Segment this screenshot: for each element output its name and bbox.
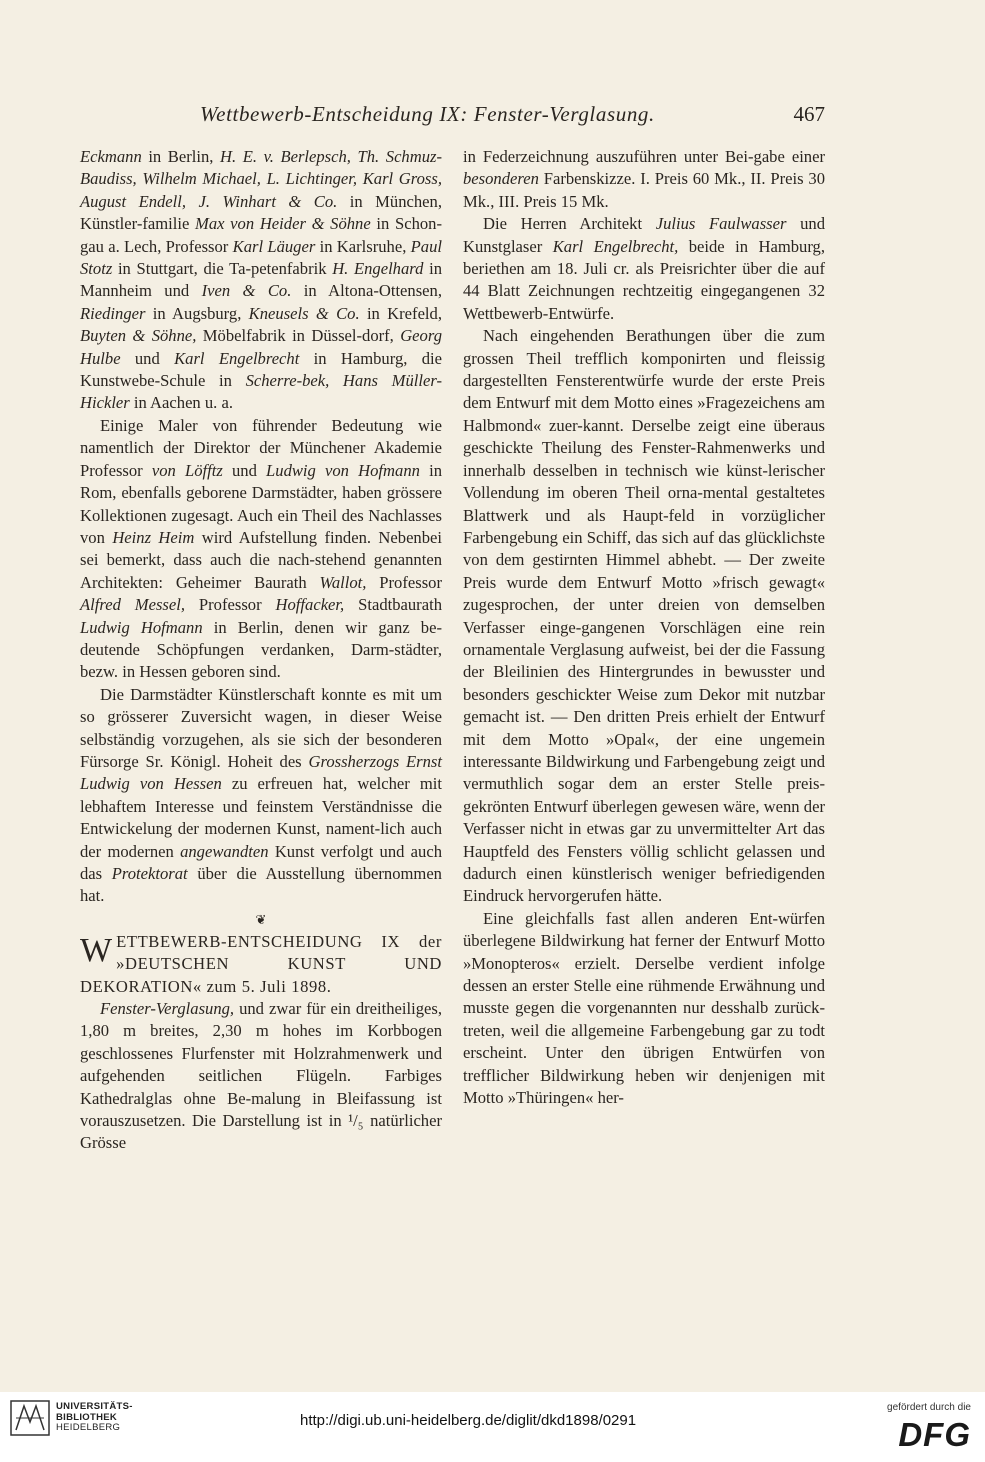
text-span: Professor: [366, 572, 442, 592]
right-paragraph-1: [463, 146, 825, 213]
term-fenster-verglasung: Fenster-Verglasung,: [100, 999, 235, 1019]
name-iven: Iven & Co.: [201, 281, 292, 301]
text-span: in Karlsruhe,: [315, 236, 411, 256]
left-paragraph-3: [80, 684, 442, 908]
right-paragraph-4: Eine gleichfalls fast allen anderen Ent-würfen überlegene Bildwirkung hat ferner der Entwurf Motto »Monopteros« erzielt. Derselbe verdient infolge dessen an erster Stelle eine rühmende Erwähnung und musste gegen die vorgenannten nur desshalb zurück-treten, weil die allgemeine Farbengebung gar zu todt erscheint. Unter den übrigen Entwürfen von trefflicher Bildwirkung heben wir denjenigen mit Motto »Thüringen« her-: [463, 908, 825, 1108]
name-laeuger: Karl Läuger: [232, 236, 316, 256]
library-name: [56, 1402, 133, 1434]
name-list: H. E. v. Berlepsch, Th. Schmuz-Baudiss, Wilhelm Michael, L. Lichtinger, Karl Gross, August Endell, J. Winhart & Co.: [80, 147, 442, 211]
left-column: [80, 146, 442, 1155]
left-paragraph-4: [80, 998, 442, 1155]
text-span: Einige Maler von führender Bedeutung wie namentlich der Direktor der Münchener Akademie Professor: [80, 415, 442, 480]
right-paragraph-3: Nach eingehenden Berathungen über die zum grossen Theil trefflich komponirten und fleissig dargestellten Fensterentwürfe wurde der erste Preis dem Entwurf mit dem Motto eines »Fragezeichens am Halbmond« zuer-kannt. Derselbe zeigt eine überaus geschickte Theilung des Fenster-Rahmenwerks und innerhalb desselben in technisch wie künst-lerischer Vollendung im oberen Theil orna-mental gestaltetes Blattwerk und als Haupt-feld in vorzüglicher Farbengebung ein Schiff, das sich auf das glücklichste von dem gestirnten Himmel abhebt. — Der zweite Preis wurde dem Entwurf Motto »frisch gewagt« zugesprochen, der unter dreien von demselben Verfasser einge-gangenen Vorschlägen eine rein ornamentale Verglasung aufweist, bei der die Fassung der Bleilinien des Hintergrundes in bewusster und besonders geschickter Weise zum Dekor mit nutzbar gemacht ist. — Den dritten Preis erhielt der Entwurf mit dem Motto »Opal«, der eine ungemein interessante Bildwirkung und Farbengebung zeigt und vermuthlich sogar dem an erster Stelle preis-gekrönten Entwurf überlegen gewesen wäre, wenn der Verfasser nicht in etwas gar zu unvermittelter Art das Hauptfeld des Fensters völlig schlicht gelassen und dadurch einen künstlerisch weniger befriedigenden Eindruck hervorgerufen hätte.: [463, 326, 825, 906]
text-span: beide in Hamburg, beriethen am 18. Juli cr. als Preisrichter über die auf 44 Blatt Zeichnungen rechtzeitig eingegangenen 32 Wettbewerb-Entwürfe.: [463, 236, 826, 323]
text-span: in Mannheim und: [80, 259, 442, 301]
library-name-line: UNIVERSITÄTS-: [56, 1401, 133, 1412]
text-span: und: [120, 348, 175, 368]
name-hofmann: Ludwig von Hofmann: [266, 460, 420, 480]
source-url-link[interactable]: http://digi.ub.uni-heidelberg.de/diglit/dkd1898/0291: [300, 1412, 637, 1429]
name-messel: Alfred Messel,: [80, 595, 186, 615]
term-angewandten: angewandten: [180, 841, 269, 861]
footer-bar: [0, 1392, 985, 1462]
text-span: über die Ausstellung übernommen hat.: [80, 864, 442, 906]
text-span: in Augsburg,: [145, 303, 249, 323]
right-paragraph-2: [463, 213, 825, 325]
text-span: in Berlin, denen wir ganz be-deutende Schöpfungen verdanken, Darm-städter, bezw. in Hessen geboren sind.: [80, 617, 442, 682]
name-faulwasser: Julius Faulwasser: [655, 214, 787, 234]
text-span: in Schon-gau a. Lech, Professor: [80, 214, 442, 256]
text-span: in Stuttgart, die Ta-petenfabrik: [112, 259, 333, 279]
dfg-logo-icon: DFG: [898, 1416, 971, 1453]
name-stotz: Paul Stotz: [80, 236, 442, 279]
library-name-line: HEIDELBERG: [56, 1422, 121, 1433]
name-engelbrecht-juror: Karl Engelbrecht,: [552, 236, 679, 256]
text-span: Die Darmstädter Künstlerschaft konnte es mit um so grösserer Zuversicht wagen, in dieser Weise selbständig vorzugehen, als sie sich der besonderen Fürsorge Sr. Königl. Hoheit des: [80, 684, 442, 771]
right-column: [463, 146, 825, 1109]
text-span: in Rom, ebenfalls geborene Darmstädter, haben grössere Kollektionen zugesagt. Auch ein Theil des Nachlasses von: [80, 460, 442, 547]
name-ludwig-hofmann: Ludwig Hofmann: [80, 617, 203, 637]
name-heider: Max von Heider & Söhne: [195, 214, 371, 234]
name-heim: Heinz Heim: [112, 527, 195, 547]
left-paragraph-1: [80, 146, 442, 415]
name-scherrebek: Scherre-bek, Hans Müller-Hickler: [80, 371, 442, 413]
text-span: in Altona-Ottensen,: [291, 281, 442, 301]
name-wallot: Wallot,: [319, 572, 367, 592]
term-besonderen: besonderen: [463, 169, 539, 189]
library-name-line: BIBLIOTHEK: [56, 1411, 118, 1423]
text-span: in Krefeld,: [359, 303, 442, 323]
text-span: Stadtbaurath: [344, 595, 442, 615]
name-loefftz: von Löfftz: [151, 460, 223, 480]
name-engelbrecht: Karl Engelbrecht: [174, 348, 300, 368]
running-head: [80, 100, 825, 130]
text-span: Professor: [185, 595, 276, 615]
name-riedinger: Riedinger: [80, 303, 146, 323]
text-span: in Aachen u. a.: [129, 393, 233, 413]
text-span: Möbelfabrik in Düssel-dorf,: [196, 326, 401, 346]
section-heading: [80, 931, 442, 998]
text-span: und Kunstglaser: [463, 214, 825, 256]
text-span: Kunst verfolgt und auch das: [80, 841, 442, 883]
university-library-logo-icon: [10, 1400, 50, 1436]
text-span: wird Aufstellung finden. Nebenbei sei bemerkt, dass auch die nach-stehend genannten Architekten: Geheimer Baurath: [80, 527, 442, 592]
term-protektorat: Protektorat: [111, 864, 188, 883]
name-hulbe: Georg Hulbe: [80, 326, 442, 368]
text-span: Die Herren Architekt: [483, 214, 656, 234]
left-paragraph-2: [80, 415, 442, 684]
name-grossherzog: Grossherzogs Ernst Ludwig von Hessen: [80, 751, 442, 794]
text-span: in München, Künstler-familie: [80, 191, 442, 234]
text-span: in Hamburg, die Kunstwebe-Schule in: [80, 348, 442, 391]
heading-text: ETTBEWERB-ENTSCHEIDUNG IX der »DEUTSCHEN KUNST UND DEKORATION« zum 5. Juli 1898.: [80, 931, 442, 996]
ornament-icon: ❦: [255, 911, 267, 927]
name-hoffacker: Hoffacker,: [275, 595, 345, 615]
page-number: 467: [793, 102, 825, 126]
text-span: in Berlin,: [141, 147, 221, 166]
text-span: und: [222, 460, 267, 480]
name-eckmann: Eckmann: [80, 147, 142, 166]
name-engelhard: H. Engelhard: [332, 259, 424, 279]
name-kneusels: Kneusels & Co.: [248, 303, 360, 323]
dfg-caption: gefördert durch die: [887, 1402, 971, 1413]
text-span: in Federzeichnung auszuführen unter Bei-gabe einer: [463, 147, 825, 166]
name-buyten: Buyten & Söhne,: [80, 326, 197, 346]
running-title: Wettbewerb-Entscheidung IX: Fenster-Verglasung.: [200, 102, 655, 126]
text-span: zu erfreuen hat, welcher mit lebhaftem Interesse und feinstem Verständnisse die Entwickelung der modernen Kunst, nament-lich auch der modernen: [80, 774, 442, 861]
drop-cap: W: [80, 931, 113, 969]
text-span: und zwar für ein dreitheiliges, 1,80 m breites, 2,30 m hohes im Korbbogen geschlossenes Flurfenster mit Holzrahmenwerk und aufgehenden seitlichen Flügeln. Farbiges Kathedralglas ohne Be-malung in Bleifassung ist vorauszusetzen. Die Darstellung ist in ¹/₅ natürlicher Grösse: [80, 999, 442, 1153]
text-span: Farbenskizze. I. Preis 60 Mk., II. Preis 30 Mk., III. Preis 15 Mk.: [463, 169, 825, 211]
